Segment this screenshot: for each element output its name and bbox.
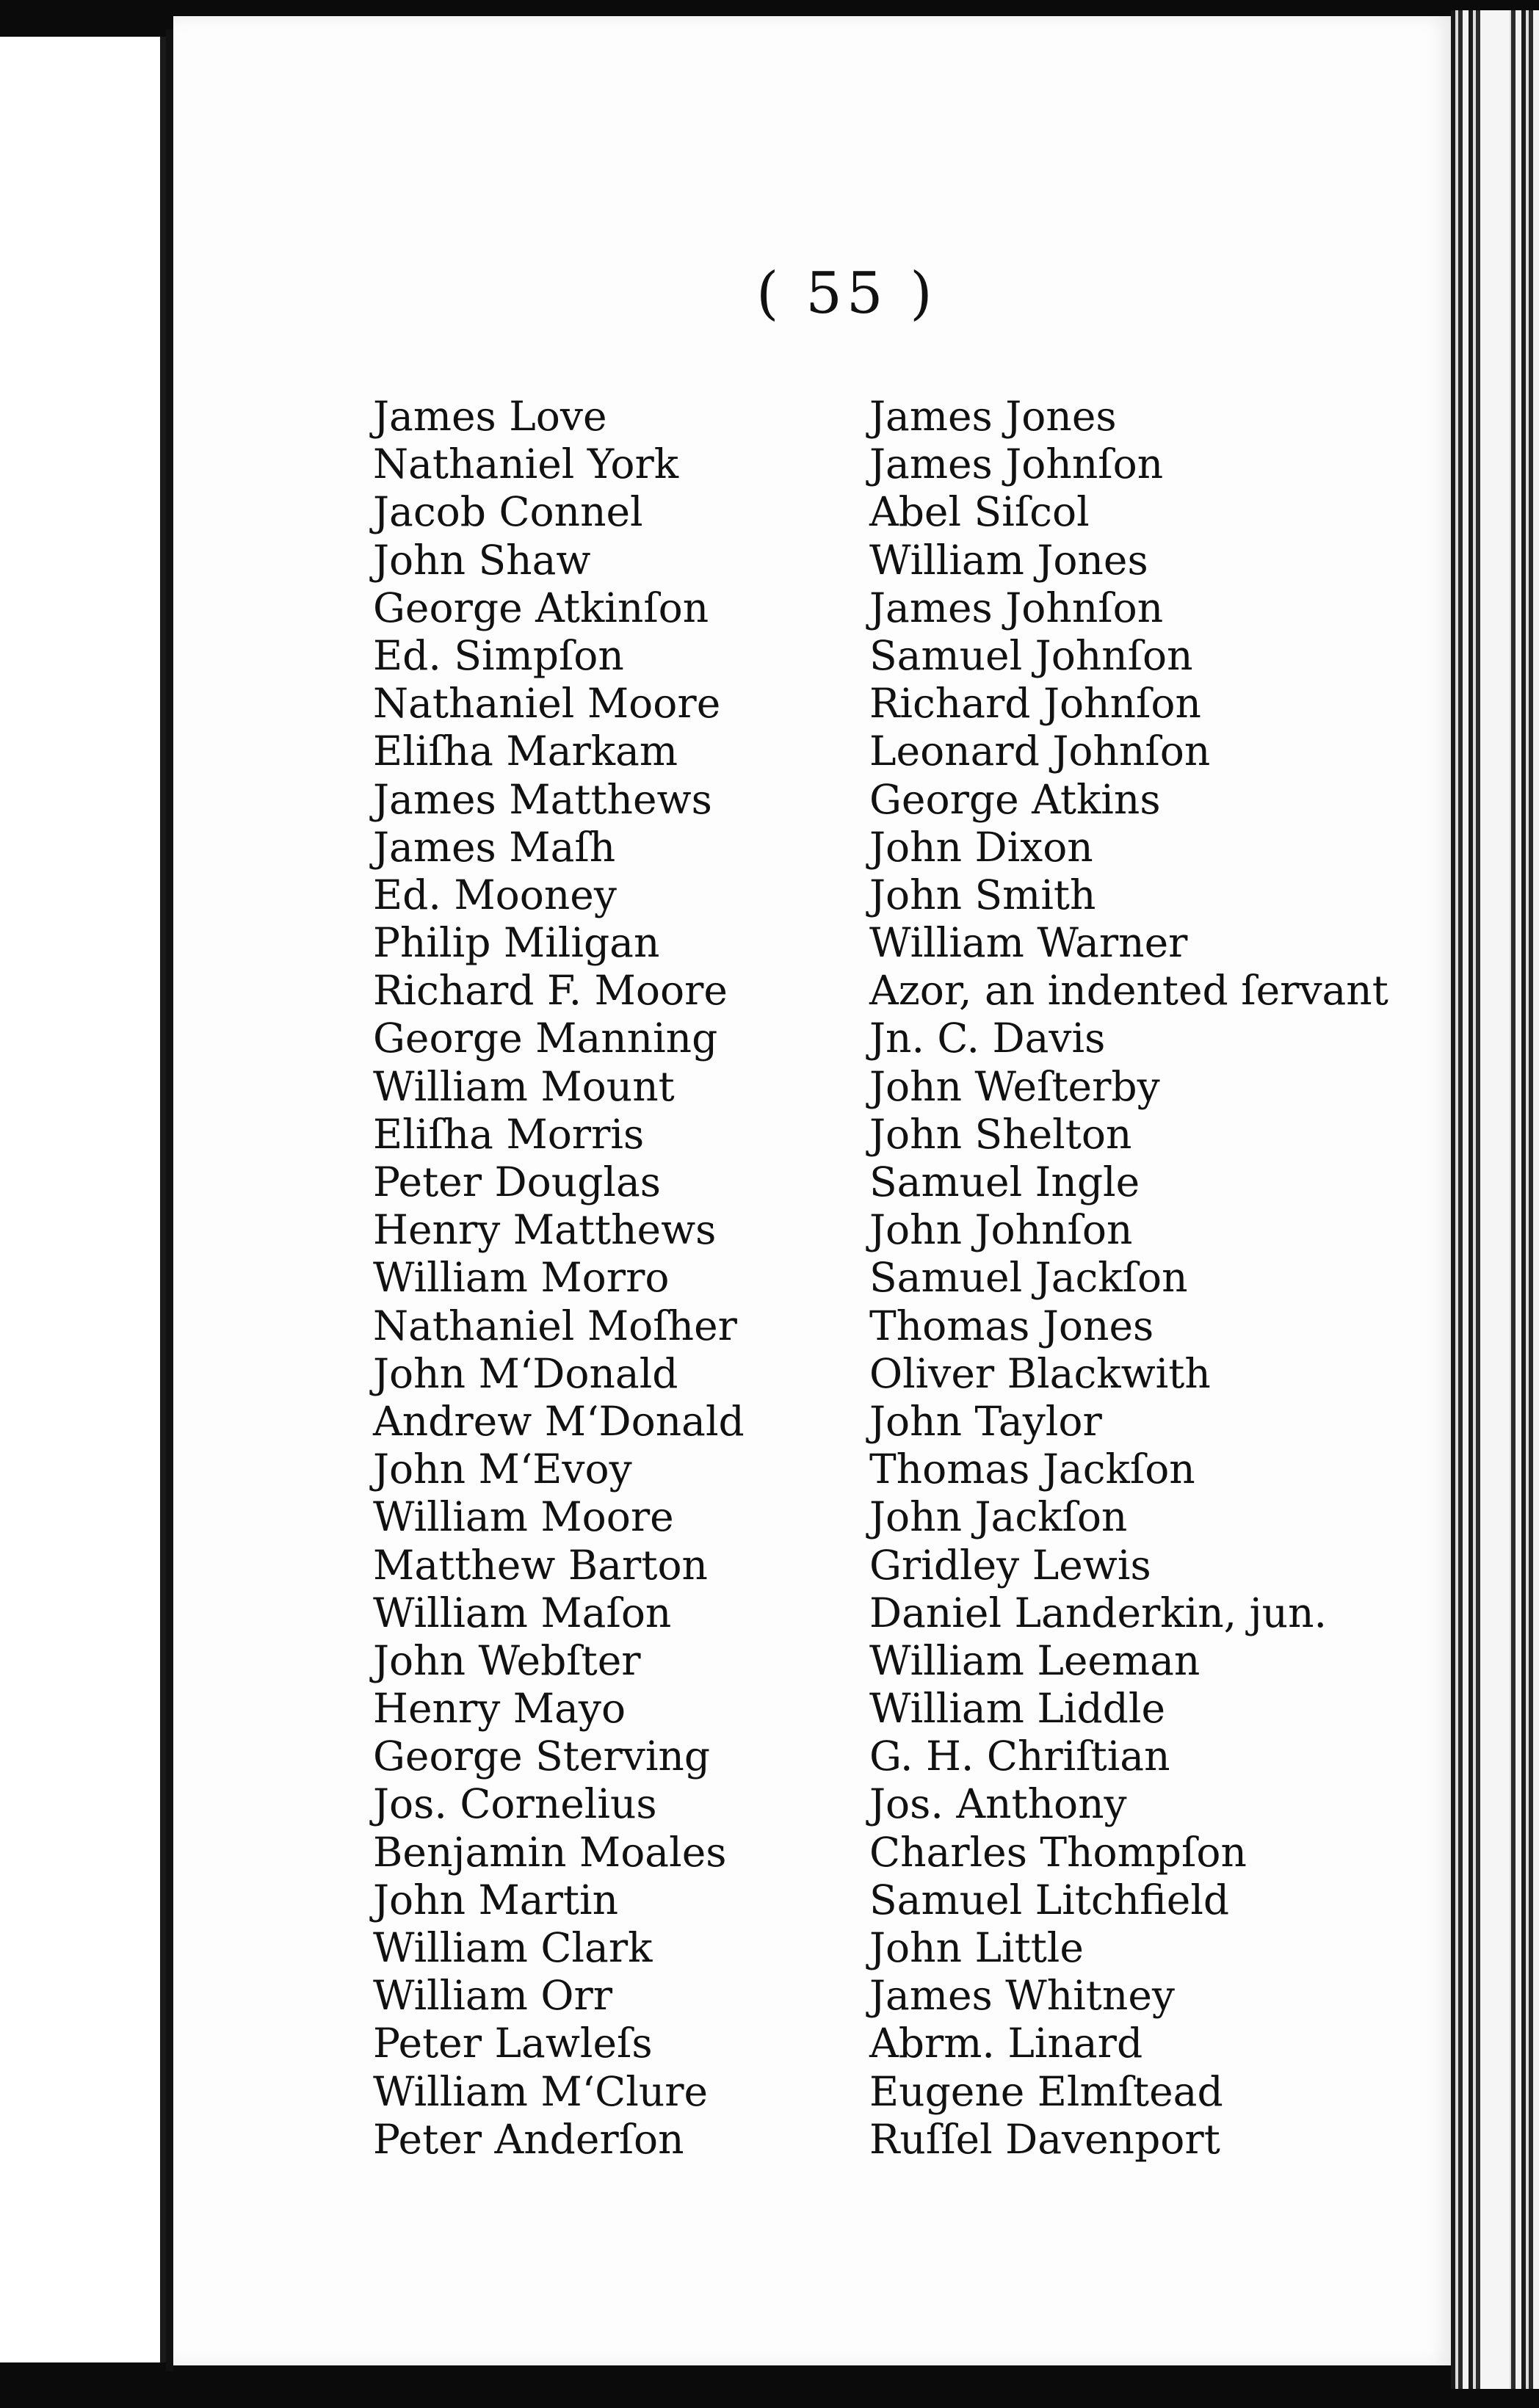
names-column-left: [373, 393, 745, 2164]
page-gutter: [166, 29, 173, 2371]
name-entry: William Clark: [373, 1924, 653, 1971]
name-entry: George Atkinſon: [373, 584, 709, 631]
previous-page-edge: [0, 37, 166, 2362]
name-entry: James Maſh: [373, 823, 616, 871]
name-entry: Daniel Landerkin, jun.: [869, 1589, 1327, 1636]
name-entry: William Leeman: [869, 1636, 1201, 1684]
name-entry: John M‘Evoy: [373, 1446, 632, 1493]
name-entry: Ed. Mooney: [373, 871, 617, 918]
name-entry: John Webſter: [373, 1636, 641, 1684]
name-entry: James Johnſon: [869, 584, 1164, 631]
name-entry: Abel Siſcol: [869, 488, 1090, 536]
name-entry: William Jones: [869, 536, 1148, 584]
name-entry: Nathaniel Moore: [373, 680, 721, 728]
name-entry: Nathaniel Moſher: [373, 1302, 737, 1349]
name-entry: Nathaniel York: [373, 440, 679, 488]
page-edge-band: [1480, 10, 1510, 2389]
name-entry: Charles Thompſon: [869, 1828, 1247, 1876]
name-entry: Henry Matthews: [373, 1206, 717, 1254]
name-entry: Thomas Jackſon: [869, 1446, 1195, 1493]
name-entry: John Dixon: [869, 823, 1093, 871]
name-entry: James Matthews: [373, 775, 712, 823]
name-entry: Peter Douglas: [373, 1158, 661, 1205]
name-entry: Henry Mayo: [373, 1685, 626, 1733]
name-entry: John Shaw: [373, 536, 591, 584]
name-entry: Jos. Anthony: [869, 1780, 1127, 1828]
name-entry: Samuel Johnſon: [869, 631, 1193, 679]
name-entry: William Moore: [373, 1493, 674, 1541]
name-entry: John Martin: [373, 1876, 619, 1923]
name-entry: Richard F. Moore: [373, 967, 728, 1015]
names-column-right: [869, 393, 1388, 2164]
name-entry: Abrm. Linard: [869, 2020, 1143, 2067]
name-entry: James Jones: [869, 393, 1117, 440]
name-entry: Ruſſel Davenport: [869, 2115, 1220, 2163]
name-entry: Samuel Ingle: [869, 1158, 1140, 1205]
name-entry: Philip Miligan: [373, 919, 660, 967]
name-entry: Jn. C. Davis: [869, 1015, 1106, 1062]
page-stack-edge: [1451, 10, 1539, 2389]
name-entry: John Weſterby: [869, 1062, 1160, 1110]
name-entry: George Sterving: [373, 1733, 711, 1780]
name-entry: John Johnſon: [869, 1206, 1133, 1254]
name-entry: John Shelton: [869, 1110, 1132, 1158]
name-entry: George Manning: [373, 1015, 718, 1062]
name-entry: William Liddle: [869, 1685, 1166, 1733]
name-entry: William Maſon: [373, 1589, 672, 1636]
name-entry: James Johnſon: [869, 440, 1164, 488]
name-entry: John Smith: [869, 871, 1096, 918]
name-entry: Benjamin Moales: [373, 1828, 727, 1876]
name-entry: John Jackſon: [869, 1493, 1128, 1541]
name-entry: Samuel Litchfield: [869, 1876, 1230, 1923]
name-entry: John Little: [869, 1924, 1084, 1971]
name-entry: John M‘Donald: [373, 1349, 678, 1397]
name-entry: James Whitney: [869, 1972, 1175, 2020]
name-entry: Ed. Simpſon: [373, 631, 624, 679]
name-entry: Eliſha Markam: [373, 728, 678, 775]
name-entry: Matthew Barton: [373, 1541, 708, 1589]
name-entry: William M‘Clure: [373, 2067, 709, 2115]
name-entry: William Warner: [869, 919, 1188, 967]
name-entry: Eliſha Morris: [373, 1110, 645, 1158]
name-entry: Oliver Blackwith: [869, 1349, 1211, 1397]
name-entry: Peter Lawleſs: [373, 2020, 653, 2067]
name-entry: Azor, an indented ſervant: [869, 967, 1388, 1015]
name-entry: William Orr: [373, 1972, 613, 2020]
name-entry: Richard Johnſon: [869, 680, 1201, 728]
name-entry: Jacob Connel: [373, 488, 643, 536]
name-entry: John Taylor: [869, 1397, 1102, 1445]
name-entry: George Atkins: [869, 775, 1161, 823]
name-entry: Thomas Jones: [869, 1302, 1154, 1349]
name-entry: Eugene Elmſtead: [869, 2067, 1223, 2115]
name-entry: William Morro: [373, 1254, 670, 1302]
name-entry: William Mount: [373, 1062, 675, 1110]
name-entry: Peter Anderſon: [373, 2115, 684, 2163]
name-entry: Andrew M‘Donald: [373, 1397, 745, 1445]
name-entry: Jos. Cornelius: [373, 1780, 657, 1828]
name-entry: James Love: [373, 393, 607, 440]
name-entry: Leonard Johnſon: [869, 728, 1211, 775]
name-entry: G. H. Chriſtian: [869, 1733, 1170, 1780]
name-entry: Samuel Jackſon: [869, 1254, 1188, 1302]
name-entry: Gridley Lewis: [869, 1541, 1151, 1589]
page-number: ( 55 ): [756, 261, 937, 327]
